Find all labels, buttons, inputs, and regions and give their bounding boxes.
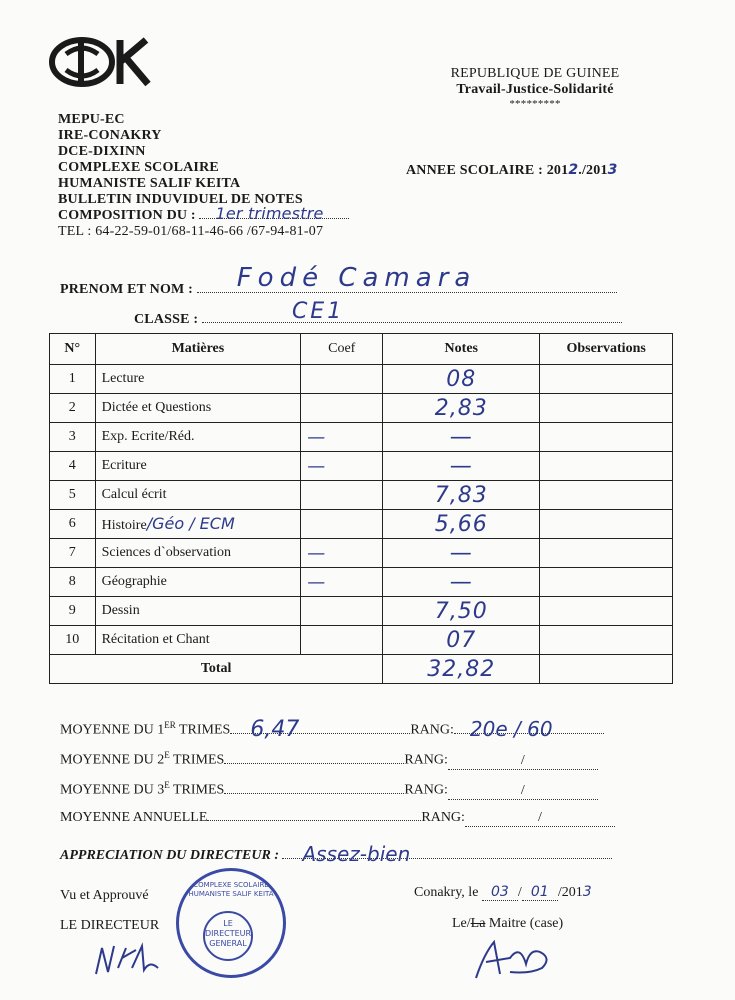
- total-row: [50, 655, 673, 684]
- row-subject: Histoire/Géo / ECM: [95, 510, 301, 539]
- row-observation: [540, 481, 673, 510]
- table-row: [50, 452, 673, 481]
- appreciation-line: APPRECIATION DU DIRECTEUR : Assez-bien: [60, 848, 612, 864]
- row-number: 2: [50, 394, 96, 423]
- table-row: [50, 597, 673, 626]
- grades-table: [49, 333, 673, 684]
- average-row-1: MOYENNE DU 1ER TRIMES 6,47 RANG: 20e / 60: [60, 720, 660, 750]
- row-number: 8: [50, 568, 96, 597]
- ministry-label: MEPU-EC: [58, 112, 125, 127]
- row-subject: Géographie: [95, 568, 301, 597]
- director-signature: [92, 938, 162, 987]
- stamp-center-text: LE DIRECTEUR GENERAL: [203, 911, 253, 961]
- total-value: 32,82: [383, 655, 540, 684]
- row-number: 10: [50, 626, 96, 655]
- row-coef: —: [301, 539, 383, 568]
- date-month: 01: [522, 884, 558, 901]
- row-subject: Sciences d`observation: [95, 539, 301, 568]
- row-note: 5,66: [383, 510, 540, 539]
- signature-icon: [470, 934, 560, 984]
- row-note: 08: [383, 365, 540, 394]
- average-row-2: MOYENNE DU $2^E$ TRIMES RANG: /: [60, 750, 660, 780]
- row-note: —: [383, 568, 540, 597]
- table-row: [50, 568, 673, 597]
- composition-line: COMPOSITION DU : 1er trimestre: [58, 208, 349, 224]
- row-number: 4: [50, 452, 96, 481]
- row-number: 3: [50, 423, 96, 452]
- row-observation: [540, 539, 673, 568]
- row-subject: Calcul écrit: [95, 481, 301, 510]
- school-year-1: 2: [568, 162, 579, 178]
- average-annual-row: MOYENNE ANNUELLE RANG: /: [60, 810, 660, 840]
- row-coef: —: [301, 568, 383, 597]
- signature-icon: [92, 938, 162, 982]
- student-name-line: PRENOM ET NOM : Fodé Camara: [60, 282, 617, 298]
- row-note: 07: [383, 626, 540, 655]
- stamp-ring-text: COMPLEXE SCOLAIRE HUMANISTE SALIF KEITA: [188, 881, 274, 898]
- official-stamp: [176, 868, 286, 978]
- student-class-value: CE1: [291, 299, 345, 324]
- row-observation: [540, 394, 673, 423]
- row-coef: [301, 394, 383, 423]
- table-row: [50, 423, 673, 452]
- table-row: [50, 365, 673, 394]
- teacher-signature: [470, 934, 560, 989]
- row-subject: Récitation et Chant: [95, 626, 301, 655]
- row-coef: —: [301, 452, 383, 481]
- row-coef: [301, 597, 383, 626]
- school-year-2: 3: [607, 162, 618, 178]
- row-note: —: [383, 423, 540, 452]
- header-coef: Coef: [301, 334, 383, 365]
- national-motto: Travail-Justice-Solidarité: [456, 82, 614, 97]
- row-observation: [540, 365, 673, 394]
- maitre-label: Le/La Maitre (case): [452, 916, 564, 931]
- directeur-label: LE DIRECTEUR: [60, 918, 160, 933]
- row-subject: Dictée et Questions: [95, 394, 301, 423]
- row-coef: [301, 481, 383, 510]
- row-note: —: [383, 539, 540, 568]
- rank-1-value: 20e / 60: [469, 716, 553, 741]
- total-observation: [540, 655, 673, 684]
- row-observation: [540, 452, 673, 481]
- row-number: 5: [50, 481, 96, 510]
- date-day: 03: [482, 884, 518, 901]
- vu-approuve: Vu et Approuvé: [60, 888, 149, 903]
- total-label: Total: [50, 655, 383, 684]
- header-observations: Observations: [540, 334, 673, 365]
- header-notes: Notes: [383, 334, 540, 365]
- appreciation-value: Assez-bien: [302, 842, 411, 866]
- composition-value: 1er trimestre: [215, 204, 324, 223]
- table-row: [50, 626, 673, 655]
- row-note: 7,50: [383, 597, 540, 626]
- logo-icon: [48, 34, 156, 90]
- row-subject: Exp. Ecrite/Réd.: [95, 423, 301, 452]
- row-coef: [301, 365, 383, 394]
- row-coef: [301, 510, 383, 539]
- row-subject: Ecriture: [95, 452, 301, 481]
- header-number: N°: [50, 334, 96, 365]
- motto-stars: *********: [509, 98, 561, 110]
- average-row-3: MOYENNE DU $3^E$ TRIMES RANG: /: [60, 780, 660, 810]
- table-header-row: [50, 334, 673, 365]
- row-subject-handwritten: /Géo / ECM: [146, 514, 235, 533]
- row-coef: [301, 626, 383, 655]
- header-subject: Matières: [95, 334, 301, 365]
- country-name: REPUBLIQUE DE GUINEE: [450, 66, 620, 81]
- averages-block: [60, 716, 660, 840]
- table-row: [50, 510, 673, 539]
- school-logo: [48, 34, 156, 90]
- dce-label: DCE-DIXINN: [58, 144, 146, 159]
- row-subject: Dessin: [95, 597, 301, 626]
- row-observation: [540, 423, 673, 452]
- school-name: HUMANISTE SALIF KEITA: [58, 176, 241, 191]
- row-observation: [540, 568, 673, 597]
- table-row: [50, 394, 673, 423]
- row-observation: [540, 597, 673, 626]
- row-number: 9: [50, 597, 96, 626]
- school-year: ANNEE SCOLAIRE : 2012./2013: [406, 162, 618, 178]
- row-observation: [540, 510, 673, 539]
- row-number: 6: [50, 510, 96, 539]
- student-name-value: Fodé Camara: [236, 263, 477, 293]
- document-title: BULLETIN INDUVIDUEL DE NOTES: [58, 192, 303, 207]
- row-subject: Lecture: [95, 365, 301, 394]
- row-coef: —: [301, 423, 383, 452]
- student-class-line: CLASSE : CE1: [134, 312, 622, 328]
- date-year: 3: [582, 884, 592, 900]
- table-row: [50, 539, 673, 568]
- row-number: 1: [50, 365, 96, 394]
- school-complex-label: COMPLEXE SCOLAIRE: [58, 160, 219, 175]
- row-note: —: [383, 452, 540, 481]
- table-row: [50, 481, 673, 510]
- average-1-value: 6,47: [250, 716, 300, 742]
- row-number: 7: [50, 539, 96, 568]
- row-observation: [540, 626, 673, 655]
- ire-label: IRE-CONAKRY: [58, 128, 162, 143]
- place-date: Conakry, le 03 / 01 /2013: [414, 884, 592, 900]
- telephone-line: TEL : 64-22-59-01/68-11-46-66 /67-94-81-07: [58, 224, 324, 239]
- row-note: 2,83: [383, 394, 540, 423]
- row-note: 7,83: [383, 481, 540, 510]
